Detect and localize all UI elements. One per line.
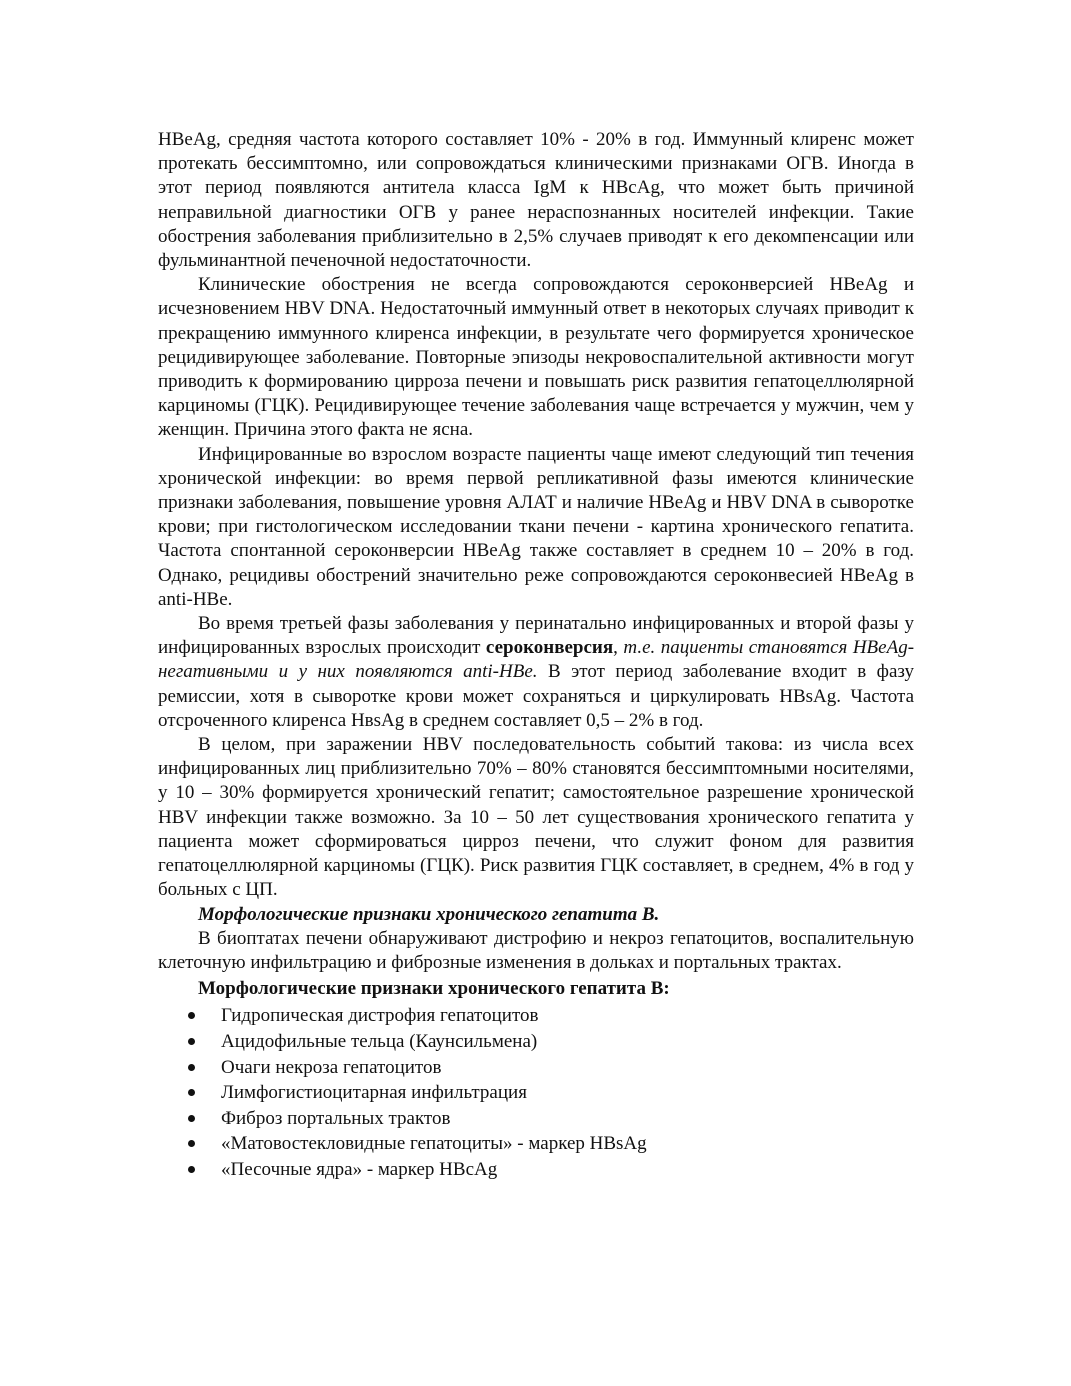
bullet-icon: [188, 1038, 195, 1045]
list-item-text: «Песочные ядра» - маркер HBcAg: [221, 1158, 498, 1180]
paragraph-natural-course: В целом, при заражении HBV последовательность событий такова: из числа всех инфицированных лиц приблизительно 70% – 80% становятся бессимптомными носителями, у 10 – 30% формируется хронический гепатит; самостоятельное разрешение хронической HBV инфекции также возможно. За 10 – 50 лет существования хронического гепатита у пациента может сформироваться цирроз печени, что служит фоном для развития гепатоцеллюлярной карциномы (ГЦК). Риск развития ГЦК составляет, в среднем, 4% в год у больных с ЦП.: [158, 734, 914, 901]
seroconversion-text-mid: ,: [613, 637, 624, 659]
seroconversion-term: сероконверсия: [485, 637, 614, 659]
paragraph-immune-clearance: HBeAg, средняя частота которого составляет 10% - 20% в год. Иммунный клиренс может протекать бессимптомно, или сопровождаться клиническими признаками ОГВ. Иногда в этот период появляются антитела класса IgM к HBcAg, что может быть причиной неправильной диагностики ОГВ у ранее нераспознанных носителей инфекции. Такие обострения заболевания приблизительно в 2,5% случаев приводят к его декомпенсации или фульминантной печеночной недостаточности.: [158, 129, 914, 272]
bullet-icon: [188, 1140, 195, 1147]
list-item: [158, 1157, 914, 1183]
list-item-text: «Матовостекловидные гепатоциты» - маркер HBsAg: [221, 1133, 647, 1155]
seroconversion-text-after: В этот период заболевание входит в фазу ремиссии, хотя в сыворотке крови может сохраняться и циркулировать HBsAg. Частота отсроченного клиренса HвsAg в среднем составляет 0,5 – 2% в год.: [158, 661, 914, 731]
morphology-bullet-list: [158, 1003, 914, 1182]
bullet-icon: [188, 1012, 195, 1019]
section-heading-morphology-italic: Морфологические признаки хронического гепатита В.: [198, 903, 660, 925]
list-item: [158, 1106, 914, 1132]
list-item: [158, 1055, 914, 1081]
document-page: [158, 128, 914, 1182]
seroconversion-definition: т.е. пациенты становятся HBeAg-негативными и у них появляются anti-HBe.: [158, 637, 915, 683]
paragraph-biopsy-findings: В биоптатах печени обнаруживают дистрофию и некроз гепатоцитов, воспалительную клеточную инфильтрацию и фиброзные изменения в дольках и портальных трактах.: [158, 927, 914, 973]
list-item: [158, 1003, 914, 1029]
list-item-text: Фиброз портальных трактов: [221, 1107, 451, 1129]
seroconversion-text-before: Во время третьей фазы заболевания у перинатально инфицированных и второй фазы у инфицированных взрослых происходит: [158, 613, 914, 659]
paragraph-seroconversion: [158, 612, 914, 733]
list-item-text: Очаги некроза гепатоцитов: [221, 1056, 442, 1078]
list-item: [158, 1080, 914, 1106]
bullet-icon: [188, 1089, 195, 1096]
bullet-icon: [188, 1166, 195, 1173]
list-item-text: Ацидофильные тельца (Каунсильмена): [221, 1030, 538, 1052]
list-item-text: Гидропическая дистрофия гепатоцитов: [221, 1005, 539, 1027]
paragraph-adult-infection: Инфицированные во взрослом возрасте пациенты чаще имеют следующий тип течения хронической инфекции: во время первой репликативной фазы имеются клинические признаки заболевания, повышение уровня АЛАТ и наличие HBeAg и HBV DNA в сыворотке крови; при гистологическом исследовании ткани печени - картина хронического гепатита. Частота спонтанной сероконверсии HBeAg также составляет в среднем 10 – 20% в год. Однако, рецидивы обострений значительно реже сопровождаются сероконвесией HBeAg в anti-HBe.: [158, 443, 914, 610]
paragraph-clinical-exacerbations: Клинические обострения не всегда сопровождаются сероконверсией HBeAg и исчезновением HBV DNA. Недостаточный иммунный ответ в некоторых случаях приводит к прекращению иммунного клиренса инфекции, в результате чего формируется хроническое рецидивирующее заболевание. Повторные эпизоды некровоспалительной активности могут приводить к формированию цирроза печени и повышать риск развития гепатоцеллюлярной карциномы (ГЦК). Рецидивирующее течение заболевания чаще встречается у мужчин, чем у женщин. Причина этого факта не ясна.: [158, 274, 914, 441]
section-heading-morphology-list: Морфологические признаки хронического гепатита В:: [198, 978, 670, 1000]
bullet-icon: [188, 1115, 195, 1122]
bullet-icon: [188, 1064, 195, 1071]
list-item: [158, 1029, 914, 1055]
list-item: [158, 1131, 914, 1157]
list-item-text: Лимфогистиоцитарная инфильтрация: [221, 1082, 527, 1104]
